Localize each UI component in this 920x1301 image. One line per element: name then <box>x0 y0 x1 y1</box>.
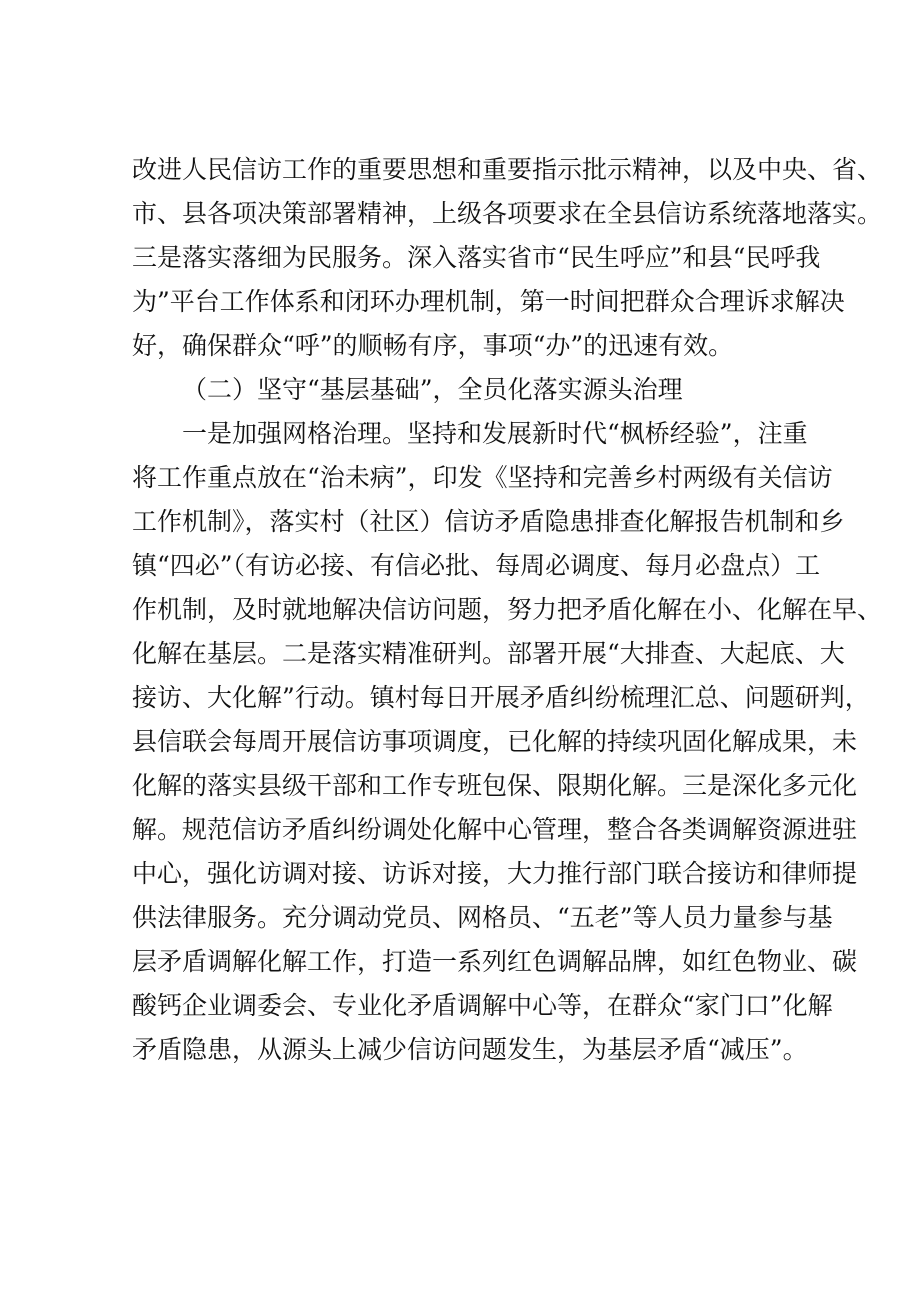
text-line: 改进人民信访工作的重要思想和重要指示批示精神，以及中央、省、 <box>132 155 883 184</box>
text-line: 作机制，及时就地解决信访问题，努力把矛盾化解在小、化解在早、 <box>132 595 883 624</box>
text-line: 化解在基层。二是落实精准研判。部署开展“大排查、大起底、大 <box>132 639 845 668</box>
text-line: 化解的落实县级干部和工作专班包保、限期化解。三是深化多元化 <box>132 771 858 800</box>
paragraph-grassroots <box>132 412 883 1072</box>
document-body <box>132 148 883 1072</box>
text-line: 矛盾隐患，从源头上减少信访问题发生，为基层矛盾“减压”。 <box>132 1035 808 1064</box>
text-line: 工作机制》，落实村（社区）信访矛盾隐患排查化解报告机制和乡 <box>132 507 845 536</box>
text-line: 为”平台工作体系和闭环办理机制，第一时间把群众合理诉求解决 <box>132 287 845 316</box>
text-line: 好，确保群众“呼”的顺畅有序，事项“办”的迅速有效。 <box>132 331 734 360</box>
text-line: 三是落实落细为民服务。深入落实省市“民生呼应”和县“民呼我 <box>132 243 821 272</box>
text-line: 将工作重点放在“治未病”，印发《坚持和完善乡村两级有关信访 <box>132 463 833 492</box>
text-line: 县信联会每周开展信访事项调度，已化解的持续巩固化解成果，未 <box>132 727 858 756</box>
text-line: 中心，强化访调对接、访诉对接，大力推行部门联合接访和律师提 <box>132 859 858 888</box>
text-line: 供法律服务。充分调动党员、网格员、“五老”等人员力量参与基 <box>132 903 833 932</box>
text-line: 镇“四必”（有访必接、有信必批、每周必调度、每月必盘点）工 <box>132 551 821 580</box>
text-line: 市、县各项决策部署精神，上级各项要求在全县信访系统落地落实。 <box>132 199 883 228</box>
text-line: 酸钙企业调委会、专业化矛盾调解中心等，在群众“家门口”化解 <box>132 991 833 1020</box>
text-line: 解。规范信访矛盾纠纷调处化解中心管理，整合各类调解资源进驻 <box>132 815 858 844</box>
section-heading: （二）坚守“基层基础”，全员化落实源头治理 <box>182 375 683 404</box>
text-line: 一是加强网格治理。坚持和发展新时代“枫桥经验”，注重 <box>182 419 808 448</box>
paragraph-continuation <box>132 148 883 368</box>
text-line: 接访、大化解”行动。镇村每日开展矛盾纠纷梳理汇总、问题研判， <box>132 683 870 712</box>
text-line: 层矛盾调解化解工作，打造一系列红色调解品牌，如红色物业、碳 <box>132 947 858 976</box>
